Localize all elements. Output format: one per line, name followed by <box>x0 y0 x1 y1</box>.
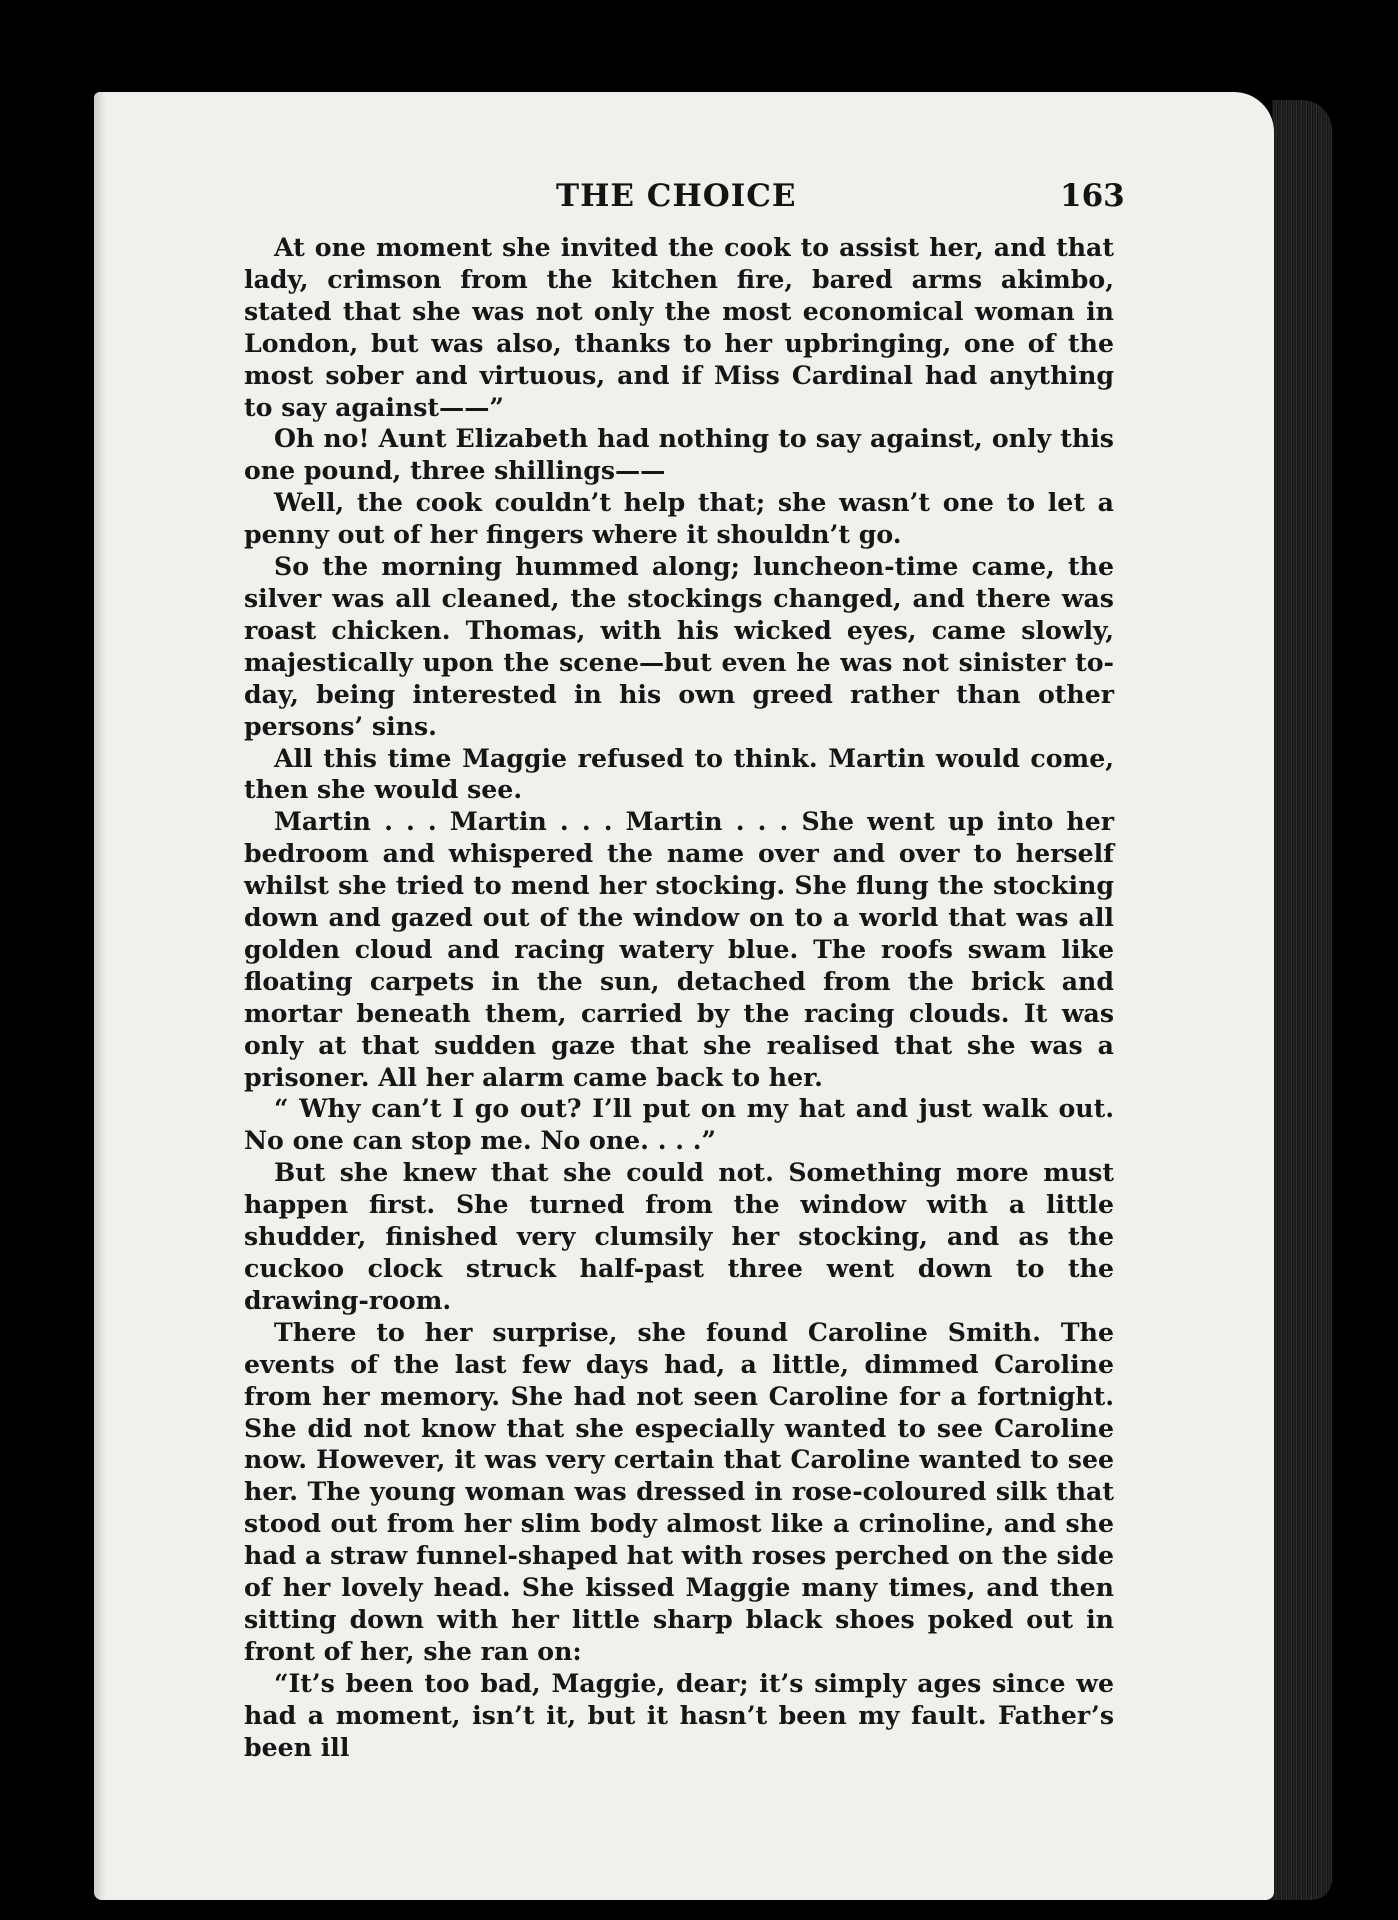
page-edge <box>1272 100 1332 1900</box>
paragraph: Oh no! Aunt Elizabeth had nothing to say against, only this one pound, three shillings—— <box>244 423 1114 486</box>
page-number: 163 <box>1060 178 1125 214</box>
paragraph: “It’s been too bad, Maggie, dear; it’s simply ages since we had a moment, isn’t it, but it hasn’t been my fault. Father’s been ill <box>244 1667 1114 1762</box>
book-page <box>94 92 1274 1900</box>
paragraph: At one moment she invited the cook to assist her, and that lady, crimson from the kitchen fire, bared arms akimbo, stated that she was not only the most economical woman in London, but was also, thanks to her upbringing, one of the most sober and virtuous, and if Miss Cardinal had anything to say against——” <box>244 232 1114 422</box>
running-head <box>94 178 1274 228</box>
paragraph: There to her surprise, she found Caroline Smith. The events of the last few days had, a little, dimmed Caroline from her memory. She had not seen Caroline for a fortnight. She did not know that she especially wanted to see Caroline now. However, it was very certain that Caroline wanted to see her. The young woman was dressed in rose-coloured silk that stood out from her slim body almost like a crinoline, and she had a straw funnel-shaped hat with roses perched on the side of her lovely head. She kissed Maggie many times, and then sitting down with her little sharp black shoes poked out in front of her, she ran on: <box>244 1316 1114 1666</box>
paragraph: Martin . . . Martin . . . Martin . . . She went up into her bedroom and whispered the name over and over to herself whilst she tried to mend her stocking. She flung the stocking down and gazed out of the window on to a world that was all golden cloud and racing watery blue. The roofs swam like floating carpets in the sun, detached from the brick and mortar beneath them, carried by the racing clouds. It was only at that sudden gaze that she realised that she was a prisoner. All her alarm came back to her. <box>244 806 1114 1092</box>
paragraph: But she knew that she could not. Something more must happen first. She turned from the window with a little shudder, finished very clumsily her stocking, and as the cuckoo clock struck half-past three went down to the drawing-room. <box>244 1157 1114 1315</box>
paragraph: So the morning hummed along; luncheon-time came, the silver was all cleaned, the stockings changed, and there was roast chicken. Thomas, with his wicked eyes, came slowly, majestically upon the scene—but even he was not sinister to-day, being interested in his own greed rather than other persons’ sins. <box>244 551 1114 741</box>
paragraph: All this time Maggie refused to think. Martin would come, then she would see. <box>244 742 1114 805</box>
gutter-shadow <box>94 92 106 1900</box>
running-title: THE CHOICE <box>556 178 797 214</box>
paragraph: “ Why can’t I go out? I’ll put on my hat and just walk out. No one can stop me. No one. . . .” <box>244 1093 1114 1156</box>
paragraph: Well, the cook couldn’t help that; she wasn’t one to let a penny out of her fingers where it shouldn’t go. <box>244 487 1114 550</box>
body-text <box>244 232 1114 1764</box>
